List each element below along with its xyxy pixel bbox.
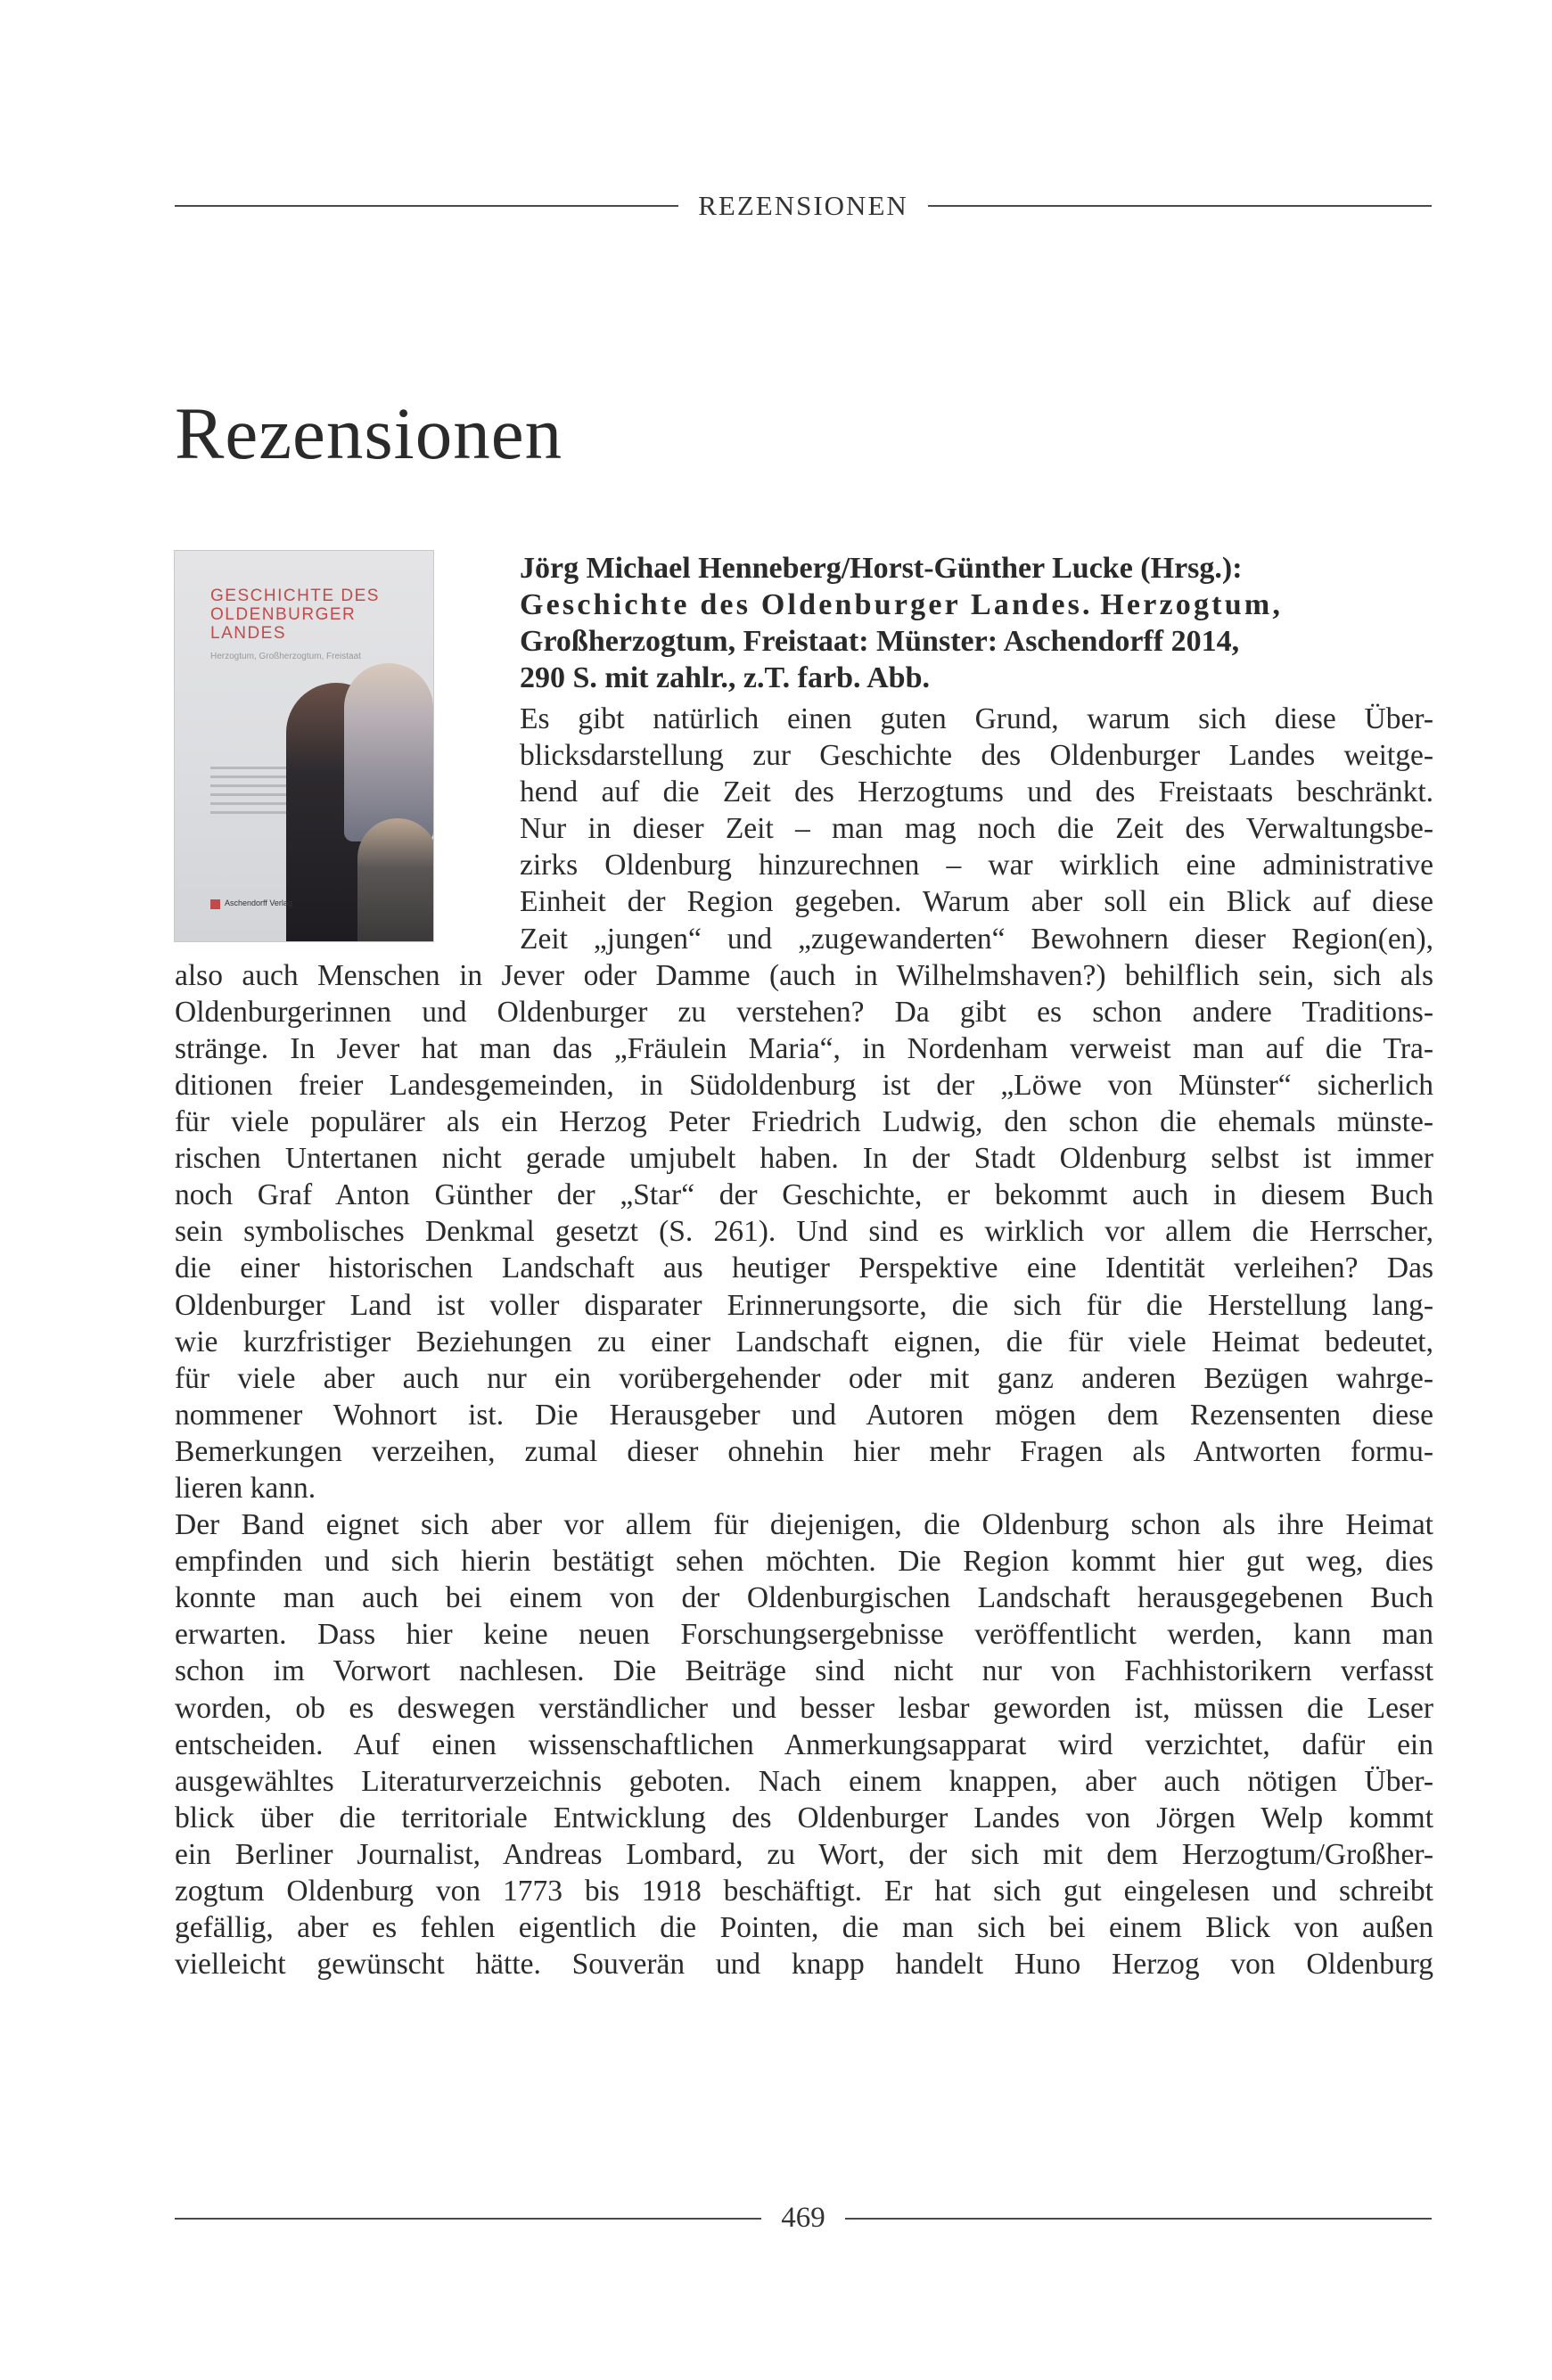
review-bibliographic-heading [520, 550, 1433, 696]
review-line: gefällig, aber es fehlen eigentlich die Pointen, die man sich bei einem Blick von außen [175, 1911, 1433, 1945]
review-body [175, 701, 1433, 1982]
review-line: Bemerkungen verzeihen, zumal dieser ohnehin hier mehr Fragen als Antworten formu- [175, 1434, 1433, 1468]
review-line: empfinden und sich hierin bestätigt sehen möchten. Die Region kommt hier gut weg, dies [175, 1545, 1433, 1579]
review-line: Es gibt natürlich einen guten Grund, warum sich diese Über- [520, 702, 1433, 735]
review-line: nommener Wohnort ist. Die Herausgeber und Autoren mögen dem Rezensenten diese [175, 1398, 1433, 1432]
review-heading-title: Geschichte des Oldenburger Landes. [520, 588, 1093, 621]
review-line: stränge. In Jever hat man das „Fräulein Maria“, in Nordenham verweist man auf die Tra- [175, 1031, 1433, 1065]
book-cover-title-line: OLDENBURGER [210, 605, 357, 624]
review-line: noch Graf Anton Günther der „Star“ der Geschichte, er bekommt auch in diesem Buch [175, 1178, 1433, 1212]
review-line: zogtum Oldenburg von 1773 bis 1918 beschäftigt. Er hat sich gut eingelesen und schreibt [175, 1875, 1433, 1908]
page-footer [175, 2202, 1432, 2235]
review-line: Zeit „jungen“ und „zugewanderten“ Bewohnern dieser Region(en), [520, 922, 1433, 956]
review-line: für viele aber auch nur ein vorübergehender oder mit ganz anderen Bezügen wahrge- [175, 1361, 1433, 1395]
review-line: lieren kann. [175, 1471, 316, 1505]
review-line: erwarten. Dass hier keine neuen Forschungsergebnisse veröffentlicht werden, kann man [175, 1618, 1433, 1652]
page-footer-rule-left [175, 2218, 761, 2220]
book-cover-title-line: GESCHICHTE DES [210, 587, 380, 605]
review-line: die einer historischen Landschaft aus heutiger Perspektive eine Identität verleihen? Das [175, 1252, 1433, 1285]
book-cover-title-line: LANDES [210, 624, 287, 643]
book-cover-publisher: Aschendorff Verlag [210, 899, 292, 908]
review-line: worden, ob es deswegen verständlicher und besser lesbar geworden ist, müssen die Leser [175, 1691, 1433, 1725]
review-line: Oldenburger Land ist voller disparater Erinnerungsorte, die sich für die Herstellung lang- [175, 1288, 1433, 1322]
review-line: rischen Untertanen nicht gerade umjubelt haben. In der Stadt Oldenburg selbst ist immer [175, 1142, 1433, 1176]
review-line: vielleicht gewünscht hätte. Souverän und knapp handelt Huno Herzog von Oldenburg [175, 1948, 1433, 1982]
review-heading-authors: Jörg Michael Henneberg/Horst-Günther Lucke (Hrsg.): [520, 552, 1243, 585]
review-line: hend auf die Zeit des Herzogtums und des Freistaats beschränkt. [520, 776, 1433, 809]
review-line: ein Berliner Journalist, Andreas Lombard, zu Wort, der sich mit dem Herzogtum/Großher- [175, 1837, 1433, 1871]
section-title: Rezensionen [175, 392, 563, 474]
review-line: entscheiden. Auf einen wissenschaftlichen Anmerkungsapparat wird verzichtet, dafür ein [175, 1728, 1433, 1761]
running-head-label: REZENSIONEN [698, 190, 908, 221]
page-number: 469 [781, 2202, 825, 2234]
review-line: zirks Oldenburg hinzurechnen – war wirklich eine administrative [520, 849, 1433, 882]
page-footer-rule-right [845, 2218, 1432, 2220]
review-line: also auch Menschen in Jever oder Damme (auch in Wilhelmshaven?) behilflich sein, sich als [175, 958, 1433, 992]
review-line: sein symbolisches Denkmal gesetzt (S. 261). Und sind es wirklich vor allem die Herrscher, [175, 1215, 1433, 1249]
review-line: für viele populärer als ein Herzog Peter Friedrich Ludwig, den schon die ehemals münste- [175, 1105, 1433, 1139]
review-line: ditionen freier Landesgemeinden, in Südoldenburg ist der „Löwe von Münster“ sicherlich [175, 1068, 1433, 1102]
review-heading-extent: 290 S. mit zahlr., z.T. farb. Abb. [520, 661, 930, 694]
review-line: ausgewähltes Literaturverzeichnis geboten. Nach einem knappen, aber auch nötigen Über- [175, 1764, 1433, 1798]
book-cover-subtitle: Herzogtum, Großherzogtum, Freistaat [210, 652, 361, 661]
review-line: schon im Vorwort nachlesen. Die Beiträge sind nicht nur von Fachhistorikern verfasst [175, 1654, 1433, 1688]
review-line: Nur in dieser Zeit – man mag noch die Zeit des Verwaltungsbe- [520, 812, 1433, 846]
running-head-rule-left [175, 205, 678, 207]
review-line: blick über die territoriale Entwicklung des Oldenburger Landes von Jörgen Welp kommt [175, 1801, 1433, 1834]
running-head [175, 190, 1432, 222]
review-line: Der Band eignet sich aber vor allem für diejenigen, die Oldenburg schon als ihre Heimat [175, 1508, 1433, 1542]
review-line: konnte man auch bei einem von der Oldenburgischen Landschaft herausgegebenen Buch [175, 1581, 1433, 1615]
review-line: wie kurzfristiger Beziehungen zu einer Landschaft eignen, die für viele Heimat bedeutet, [175, 1325, 1433, 1358]
review-line: Oldenburgerinnen und Oldenburger zu verstehen? Da gibt es schon andere Traditions- [175, 995, 1433, 1029]
running-head-rule-right [928, 205, 1432, 207]
review-line: blicksdarstellung zur Geschichte des Oldenburger Landes weitge- [520, 739, 1433, 773]
review-heading-details: Großherzogtum, Freistaat: Münster: Aschendorff 2014, [520, 625, 1240, 658]
review-line: Einheit der Region gegeben. Warum aber soll ein Blick auf diese [520, 885, 1433, 919]
review-heading-title-cont: Herzogtum, [1100, 588, 1284, 621]
book-cover-title [210, 587, 389, 643]
